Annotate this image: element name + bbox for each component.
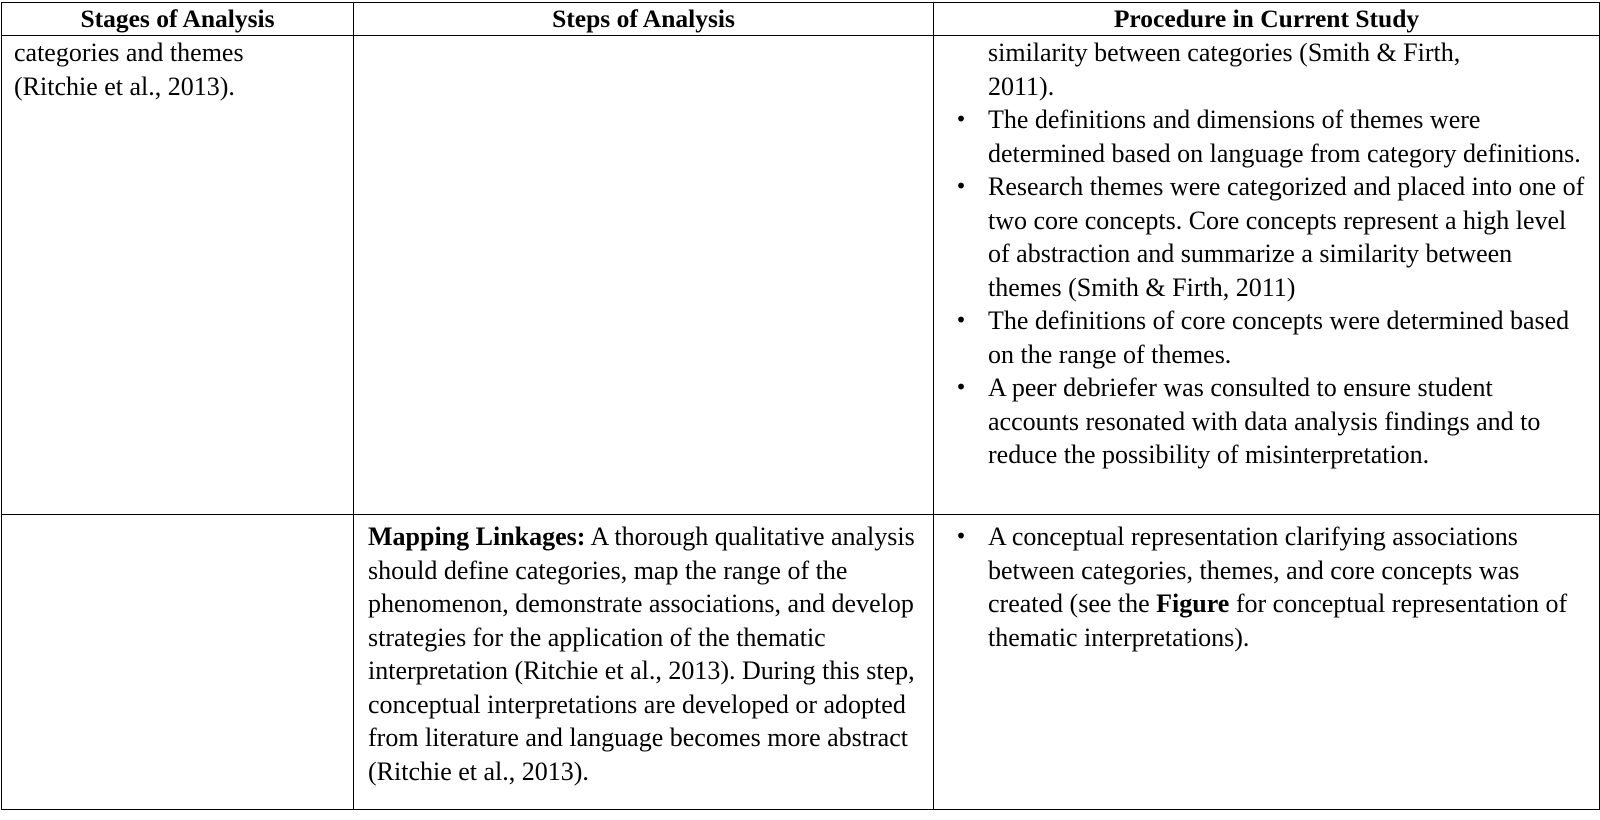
steps-text: [354, 36, 933, 41]
procedure-bullet-text: [988, 522, 1567, 652]
stage-cell: [2, 515, 354, 810]
procedure-text-before: A conceptual representation clarifying associations between categories, themes, and core concepts was created (see the: [988, 522, 1520, 618]
procedure-bullet-item: [948, 520, 1589, 654]
procedure-bullet-item: [948, 371, 1589, 472]
header-stages-of-analysis: Stages of Analysis: [2, 3, 354, 36]
procedure-bullet-item: [948, 304, 1589, 371]
procedure-continued-line: 2011).: [988, 71, 1055, 101]
header-steps-of-analysis: Steps of Analysis: [354, 3, 934, 36]
bullet-icon: •: [955, 308, 967, 332]
procedure-bullet-item: [948, 170, 1589, 304]
procedure-bullet-text: The definitions and dimensions of themes were determined based on language from category definitions.: [988, 105, 1581, 168]
figure-reference: Figure: [1156, 589, 1230, 618]
procedure-bullet-text: The definitions of core concepts were determined based on the range of themes.: [988, 306, 1570, 369]
procedure-bullet-text: Research themes were categorized and placed into one of two core concepts. Core concepts represent a high level of abstraction and summarize a similarity between themes (Smith & Firth, 2011): [988, 172, 1585, 302]
procedure-cell: [934, 515, 1600, 810]
steps-cell: [354, 36, 934, 515]
stage-text-line: categories and themes: [14, 38, 244, 67]
procedure-bullet-list: [948, 520, 1589, 654]
analysis-table: [1, 2, 1600, 810]
header-procedure-in-current-study: Procedure in Current Study: [934, 3, 1600, 36]
table-header-row: [2, 3, 1600, 36]
procedure-bullet-text: A peer debriefer was consulted to ensure student accounts resonated with data analysis findings and to reduce the possibility of misinterpretation.: [988, 373, 1541, 469]
bullet-icon: •: [955, 375, 967, 399]
mapping-linkages-heading: Mapping Linkages:: [368, 522, 586, 551]
mapping-linkages-text: [354, 515, 933, 788]
procedure-text-after: for conceptual representation of thematic interpretations).: [988, 589, 1568, 652]
stage-cell: [2, 36, 354, 515]
procedure-continued-line: similarity between categories (Smith & Firth,: [988, 38, 1461, 67]
steps-cell: [354, 515, 934, 810]
bullet-icon: •: [955, 174, 967, 198]
bullet-icon: •: [955, 107, 967, 131]
table-row: [2, 36, 1600, 515]
bullet-icon: •: [955, 524, 967, 548]
table-row: [2, 515, 1600, 810]
stage-text-line: (Ritchie et al., 2013).: [14, 71, 235, 101]
procedure-continued-text: [948, 36, 1589, 103]
mapping-linkages-body: A thorough qualitative analysis should define categories, map the range of the phenomenon, demonstrate associations, and develop strategies for the application of the thematic interpretation (Ritchie et al., 2013). During this step, conceptual interpretations are developed or adopted from literature and language becomes more abstract (Ritchie et al., 2013).: [368, 522, 915, 786]
procedure-cell: [934, 36, 1600, 515]
procedure-bullet-item: [948, 103, 1589, 170]
procedure-bullet-list: [948, 103, 1589, 472]
